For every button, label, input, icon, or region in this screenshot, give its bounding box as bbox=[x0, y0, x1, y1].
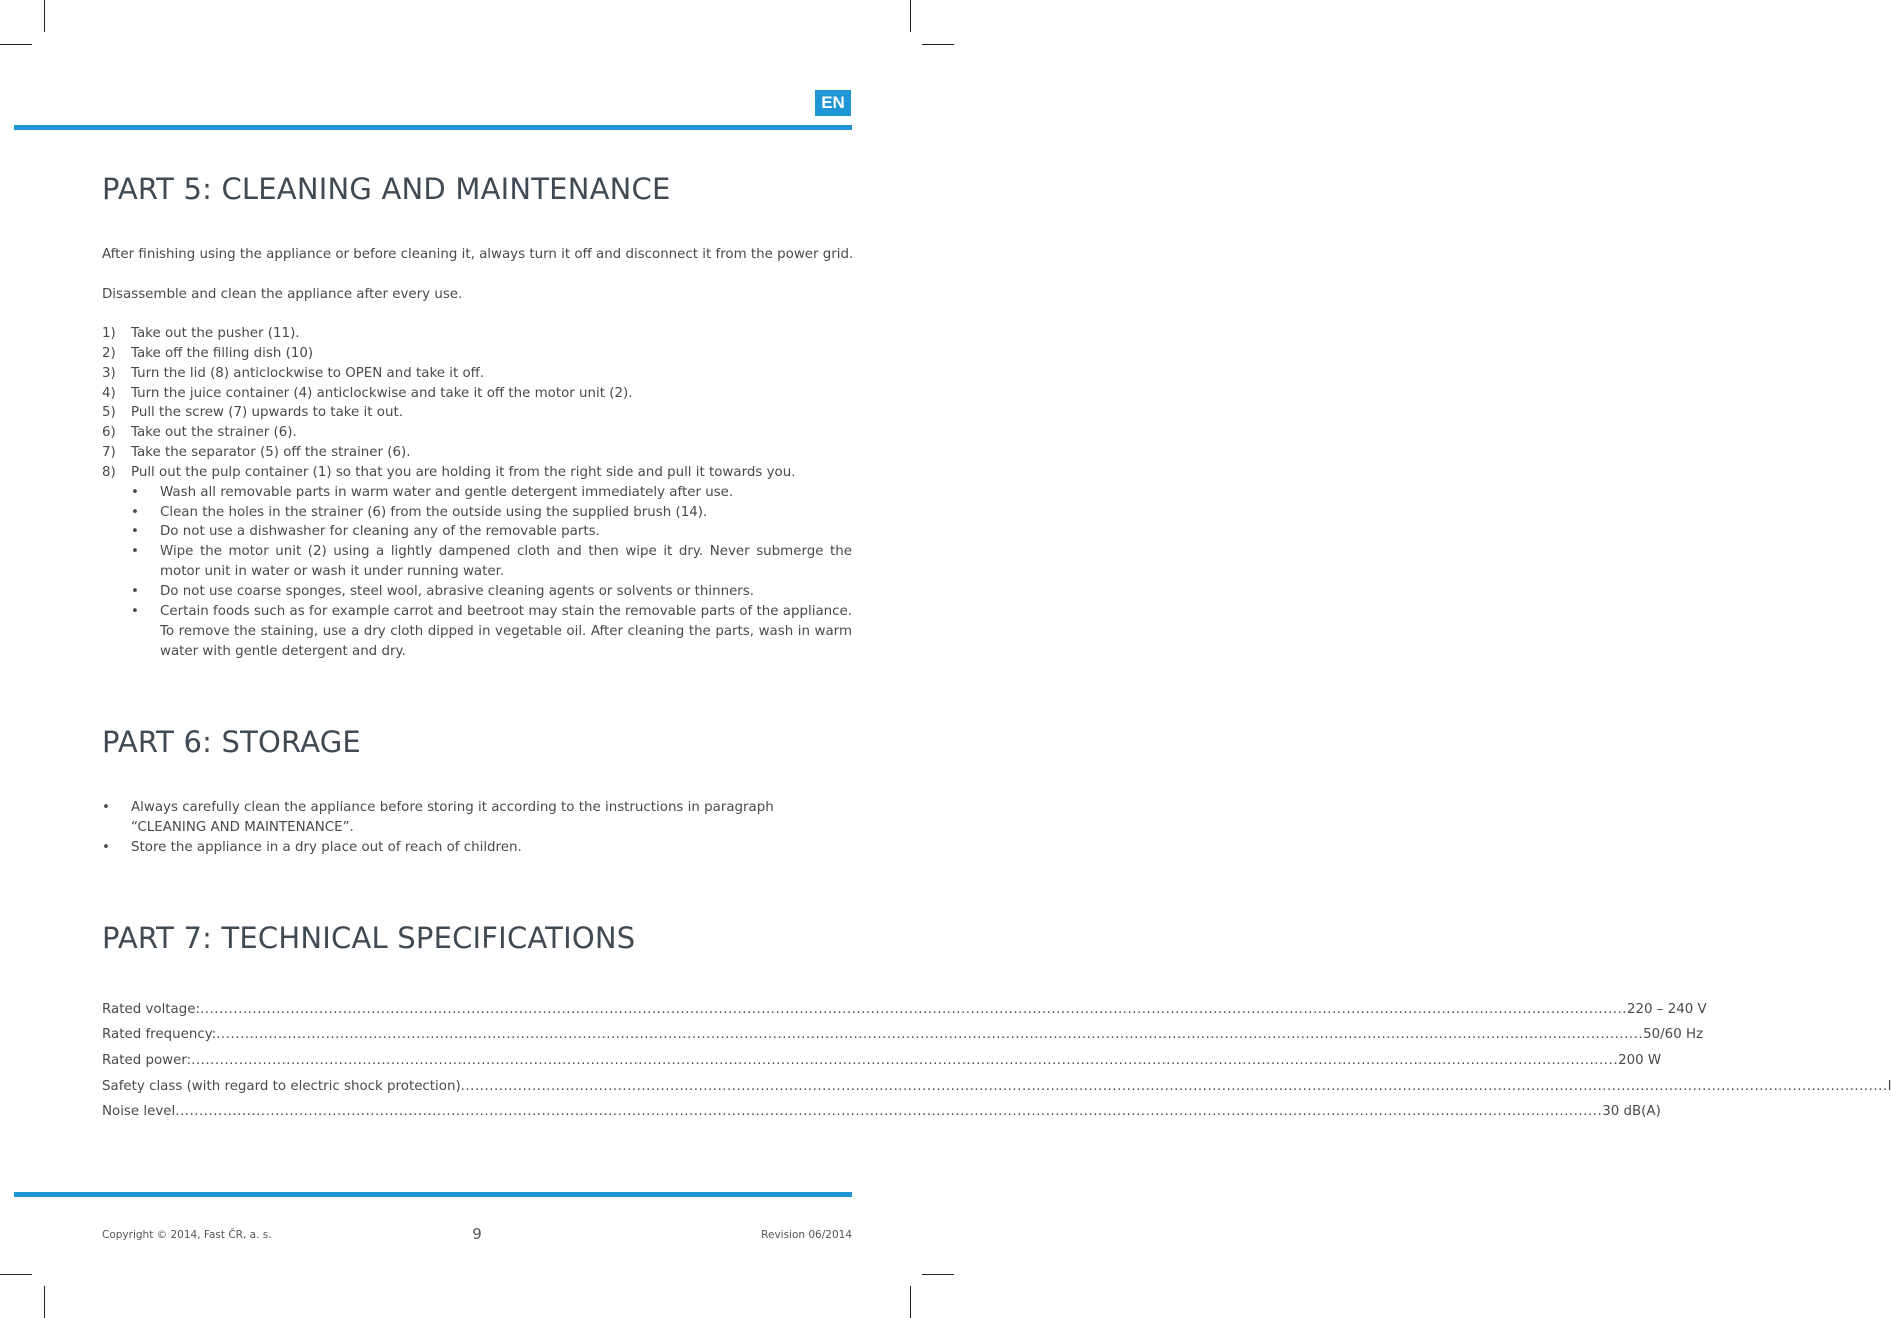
tip-text: Certain foods such as for example carrot and beetroot may stain the removable parts of the appliance. To remove the staining, use a dry cloth dipped in vegetable oil. After cleaning the parts, wash in warm water with gentle detergent and dry. bbox=[160, 603, 852, 659]
bullet: • bbox=[102, 839, 110, 855]
cleaning-step bbox=[102, 443, 852, 463]
part5-heading: PART 5: CLEANING AND MAINTENANCE bbox=[102, 172, 671, 206]
step-text: Take out the pusher (11). bbox=[131, 326, 300, 341]
spec-value: 200 W bbox=[1618, 1053, 1662, 1068]
step-number: 8) bbox=[102, 464, 116, 480]
step-text: Take out the strainer (6). bbox=[131, 425, 297, 441]
language-badge: EN bbox=[815, 90, 851, 116]
tip-text: Clean the holes in the strainer (6) from the outside using the supplied brush (14). bbox=[160, 504, 708, 520]
spec-label: Noise level bbox=[102, 1104, 176, 1119]
part5-intro-1: After finishing using the appliance or before cleaning it, always turn it off and disconnect it from the power grid. bbox=[102, 247, 854, 262]
leader-dots: ............................................................................................................................................................................................................................................................................................................ bbox=[175, 1104, 1603, 1119]
step-text: Pull the screw (7) upwards to take it out. bbox=[131, 405, 403, 421]
tip-text: Wash all removable parts in warm water and gentle detergent immediately after use. bbox=[160, 484, 734, 500]
leader-dots: ............................................................................................................................................................................................................................................................................................................ bbox=[216, 1027, 1644, 1042]
bullet: • bbox=[131, 484, 139, 500]
cleaning-tip bbox=[131, 483, 852, 503]
cleaning-tip bbox=[131, 542, 852, 582]
crop-mark bbox=[910, 0, 911, 32]
spec-row bbox=[102, 1051, 1662, 1071]
spec-label: Rated voltage: bbox=[102, 1002, 201, 1017]
cleaning-tip bbox=[131, 582, 852, 602]
storage-text: Store the appliance in a dry place out of reach of children. bbox=[131, 839, 522, 855]
crop-mark bbox=[922, 1274, 954, 1275]
crop-mark bbox=[44, 1286, 45, 1318]
spec-value: I bbox=[1887, 1079, 1892, 1094]
step-number: 1) bbox=[102, 326, 116, 341]
step-number: 5) bbox=[102, 405, 116, 421]
bullet: • bbox=[102, 800, 110, 815]
header-rule bbox=[14, 125, 852, 130]
crop-mark bbox=[0, 1274, 32, 1275]
leader-dots: ............................................................................................................................................................................................................................................................................................................ bbox=[200, 1002, 1627, 1017]
cleaning-step bbox=[102, 463, 852, 661]
part6-heading: PART 6: STORAGE bbox=[102, 725, 361, 759]
cleaning-step bbox=[102, 423, 852, 443]
step-text: Take the separator (5) off the strainer (6). bbox=[131, 445, 411, 461]
step-text: Pull out the pulp container (1) so that you are holding it from the right side and pull it towards you. bbox=[131, 464, 796, 480]
bullet: • bbox=[131, 544, 139, 560]
bullet: • bbox=[131, 504, 139, 520]
storage-text: Always carefully clean the appliance before storing it according to the instructions in paragraph “CLEANING AND MAINTENANCE”. bbox=[131, 800, 774, 835]
step-number: 4) bbox=[102, 385, 116, 401]
spec-row bbox=[102, 1025, 1704, 1045]
step-number: 3) bbox=[102, 365, 116, 381]
page-number: 9 bbox=[472, 1225, 482, 1243]
crop-mark bbox=[922, 44, 954, 45]
cleaning-tips-list bbox=[131, 483, 852, 662]
tip-text: Wipe the motor unit (2) using a lightly dampened cloth and then wipe it dry. Never submerge the motor unit in water or wash it under running water. bbox=[160, 544, 852, 580]
storage-list bbox=[102, 798, 852, 858]
cleaning-steps-list bbox=[102, 324, 852, 661]
step-number: 6) bbox=[102, 425, 116, 441]
footer-rule bbox=[14, 1192, 852, 1197]
step-text: Turn the lid (8) anticlockwise to OPEN and take it off. bbox=[131, 365, 485, 381]
spec-row bbox=[102, 1077, 1892, 1097]
leader-dots: ............................................................................................................................................................................................................................................................................................................ bbox=[460, 1079, 1888, 1094]
revision-text: Revision 06/2014 bbox=[761, 1229, 852, 1241]
spec-label: Rated power: bbox=[102, 1053, 192, 1068]
crop-mark bbox=[910, 1286, 911, 1318]
cleaning-tip bbox=[131, 602, 852, 662]
spec-label: Safety class (with regard to electric shock protection) bbox=[102, 1079, 461, 1094]
bullet: • bbox=[131, 524, 139, 540]
part5-intro-2: Disassemble and clean the appliance after every use. bbox=[102, 287, 463, 302]
copyright-text: Copyright © 2014, Fast ČR, a. s. bbox=[102, 1229, 272, 1241]
tip-text: Do not use coarse sponges, steel wool, abrasive cleaning agents or solvents or thinners. bbox=[160, 583, 755, 599]
step-text: Take off the filling dish (10) bbox=[131, 345, 314, 361]
storage-item bbox=[102, 838, 852, 858]
bullet: • bbox=[131, 583, 139, 599]
spec-value: 220 – 240 V bbox=[1626, 1002, 1707, 1017]
cleaning-step bbox=[102, 364, 852, 384]
step-number: 7) bbox=[102, 445, 116, 461]
bullet: • bbox=[131, 603, 139, 619]
cleaning-step bbox=[102, 384, 852, 404]
step-number: 2) bbox=[102, 345, 116, 361]
cleaning-step bbox=[102, 324, 852, 344]
cleaning-step bbox=[102, 403, 852, 423]
cleaning-step bbox=[102, 344, 852, 364]
spec-value: 30 dB(A) bbox=[1602, 1104, 1661, 1119]
spec-value: 50/60 Hz bbox=[1643, 1027, 1704, 1042]
spec-row bbox=[102, 1000, 1707, 1020]
leader-dots: ............................................................................................................................................................................................................................................................................................................ bbox=[191, 1053, 1619, 1068]
storage-item bbox=[102, 798, 852, 838]
crop-mark bbox=[44, 0, 45, 32]
spec-label: Rated frequency: bbox=[102, 1027, 217, 1042]
step-text: Turn the juice container (4) anticlockwise and take it off the motor unit (2). bbox=[131, 385, 633, 401]
cleaning-tip bbox=[131, 503, 852, 523]
part7-heading: PART 7: TECHNICAL SPECIFICATIONS bbox=[102, 921, 636, 955]
tip-text: Do not use a dishwasher for cleaning any of the removable parts. bbox=[160, 524, 600, 540]
spec-row bbox=[102, 1102, 1661, 1122]
crop-mark bbox=[0, 44, 32, 45]
cleaning-tip bbox=[131, 522, 852, 542]
